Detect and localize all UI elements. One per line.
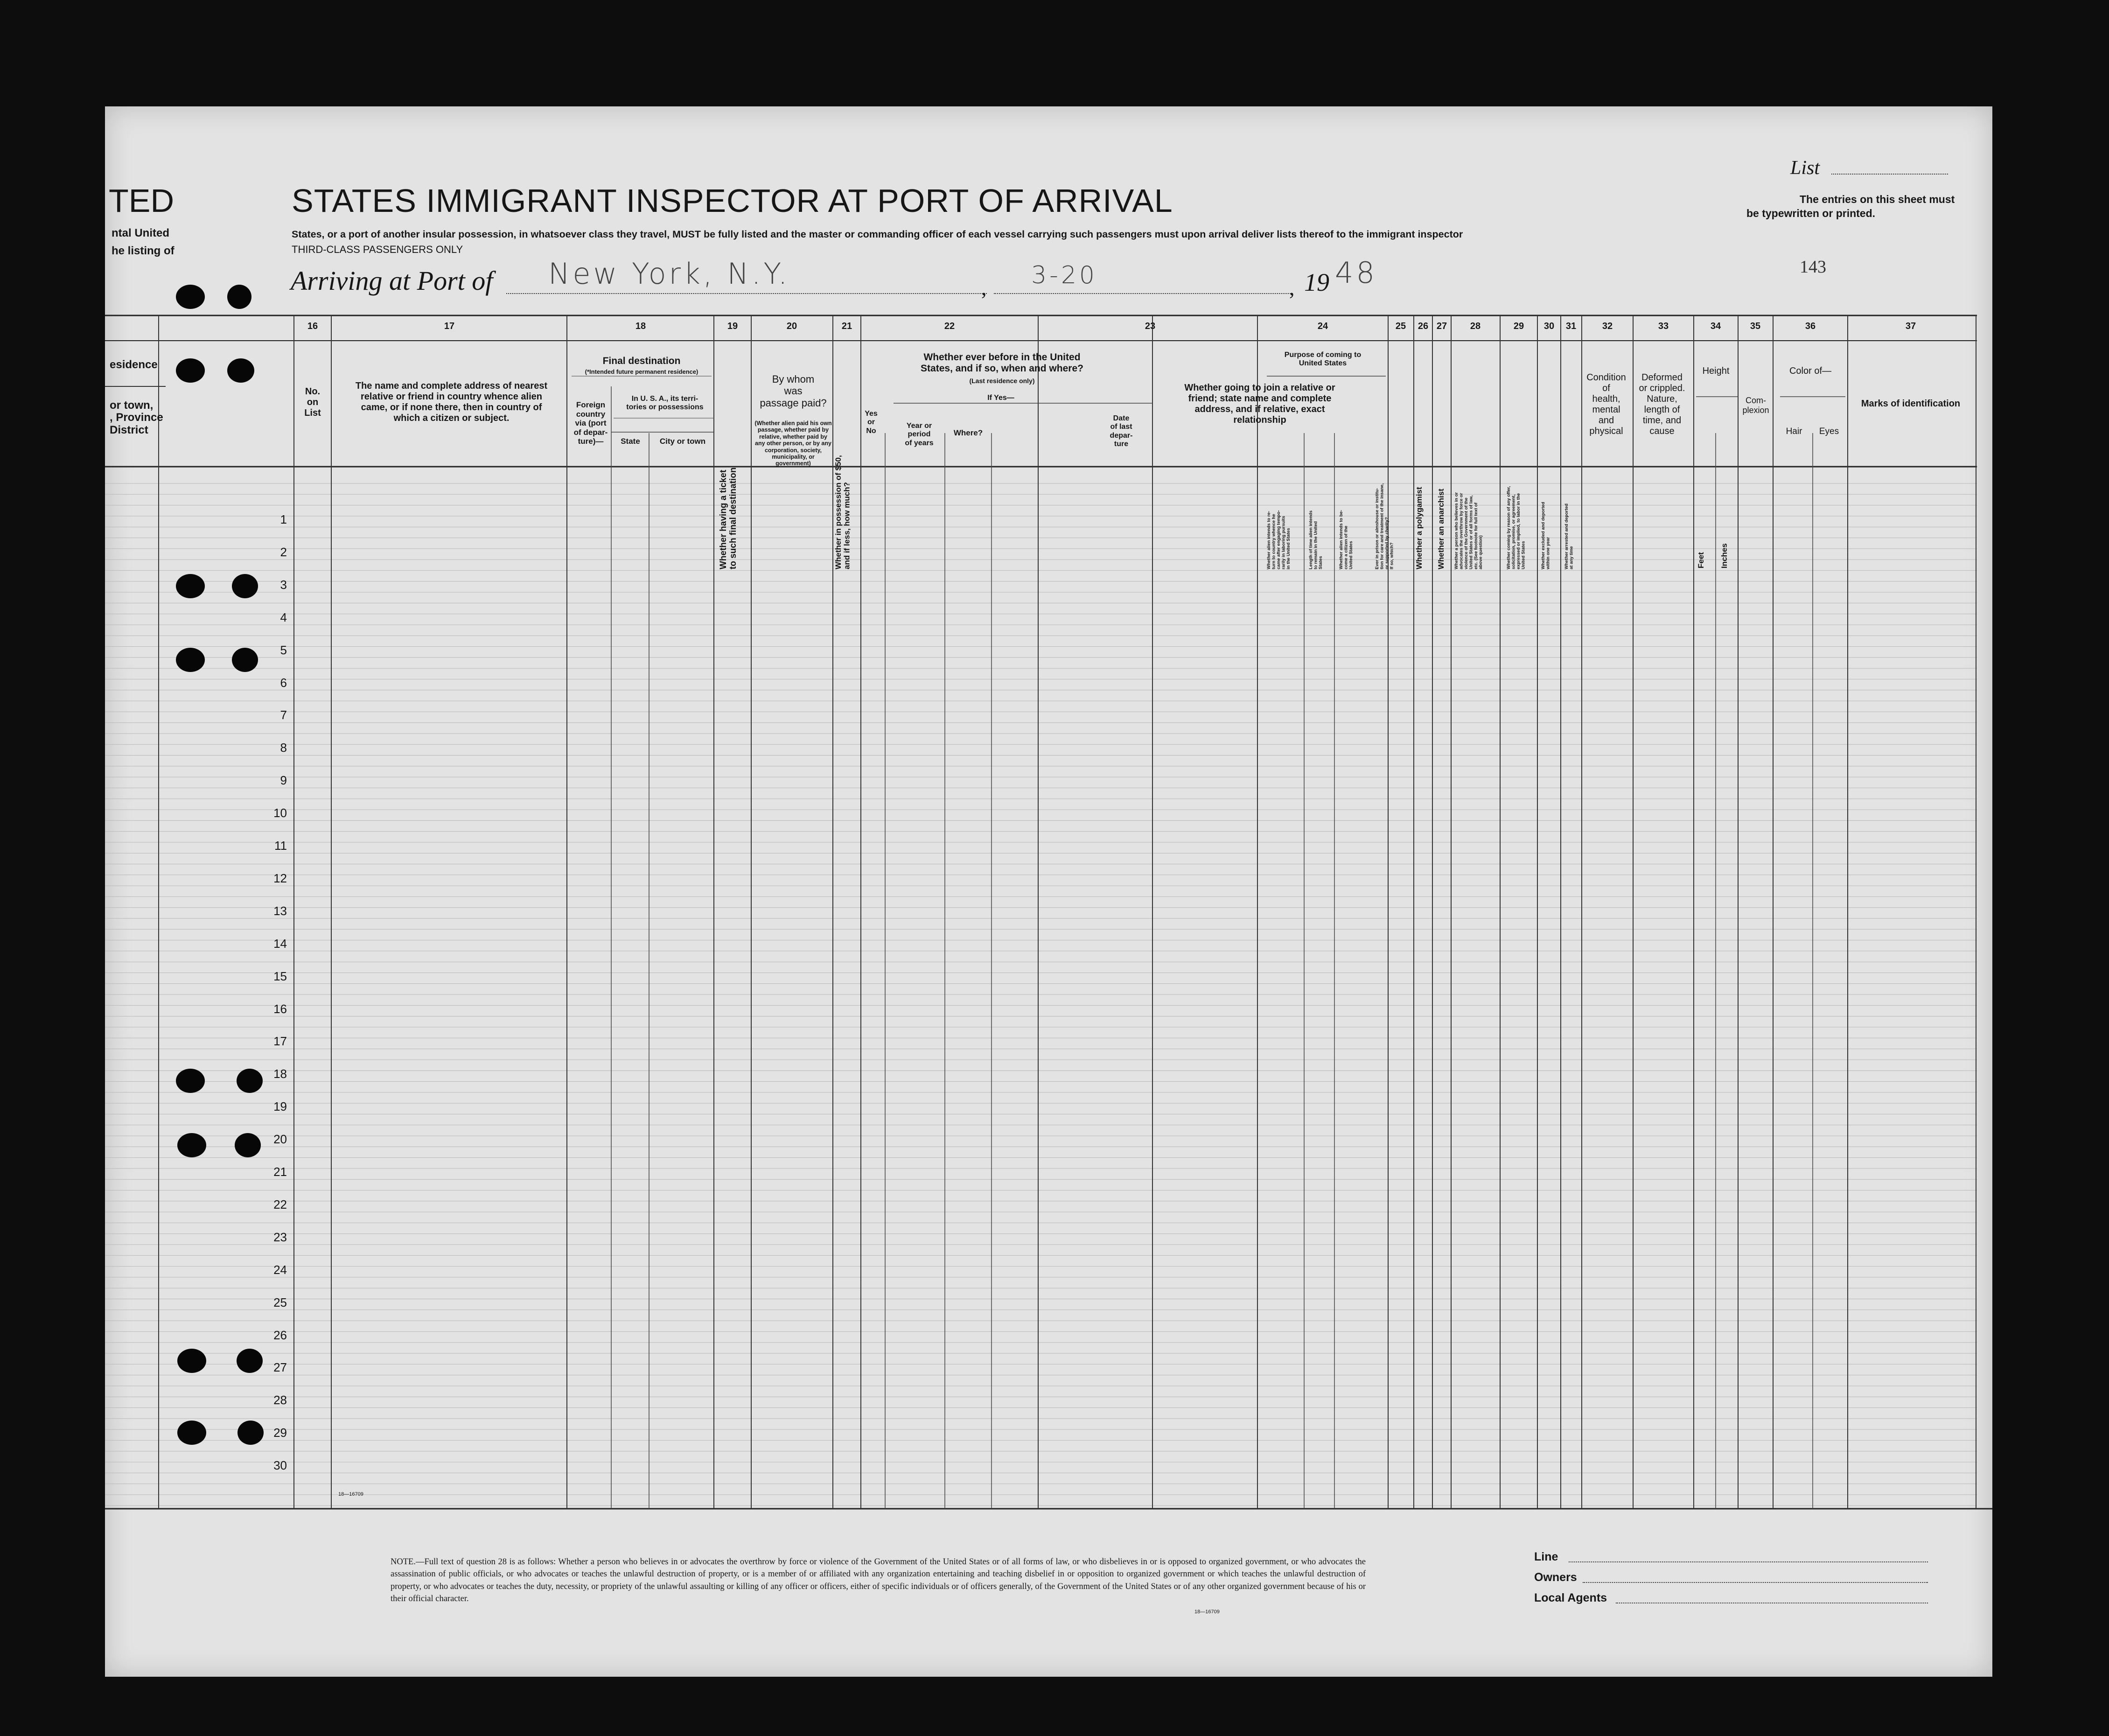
col34-title: Height — [1702, 366, 1730, 376]
row-number: 29 — [273, 1426, 287, 1440]
punch-hole — [177, 1133, 206, 1157]
col18-foreign: Foreign country via (port of depar- ture)— — [573, 400, 608, 446]
row-number: 19 — [273, 1099, 287, 1114]
punch-hole — [176, 285, 205, 309]
punch-hole — [176, 358, 205, 383]
form-subtitle: States, or a port of another insular possession, in whatsoever class they travel, MUST be fully listed and the master or commanding officer of each vessel carrying such passengers must upon arrival deliver lists thereof to the immigrant inspector — [292, 229, 1463, 240]
col29-header: Whether coming by reason of any offer, solicitation, promise, or agreement, expressed or implied, to labor in the United States — [1506, 486, 1526, 569]
row-number: 13 — [273, 903, 287, 918]
date-handwritten: 3-20 — [1031, 261, 1098, 289]
form-grid — [105, 106, 1992, 1677]
punch-hole — [237, 1421, 264, 1445]
row-number: 6 — [280, 675, 287, 690]
punch-hole — [237, 1349, 263, 1373]
col24-c: Whether alien intends to be- come a citizen of the United States — [1339, 510, 1354, 569]
footnote: NOTE.—Full text of question 28 is as follows: Whether a person who believes in or advocates the overthrow by force or violence of the Government of the United States or of all forms of law, or who disbelieves in or is opposed to organized government, or who advocates the assassination of public officials, or who advocates or teaches the unlawful destruction of property, or is a member of or affiliated with any organization entertaining and teaching disbelief in or opposition to organized government or which teaches the unlawful destruction of property, or who advocates or teaches the duty, necessity, or propriety of the unlawful assaulting or killing of any officer or officers, either of specific individuals or of officers generally, of the Government of the United States or of any other organized government because of his or their official character. — [391, 1557, 1366, 1603]
row-number: 20 — [273, 1132, 287, 1147]
col16-header: No. on List — [304, 386, 321, 418]
date-line — [994, 293, 1292, 294]
col22-title: Whether ever before in the United States, and if so, when and where? — [921, 352, 1083, 374]
punch-hole — [227, 358, 254, 383]
line-dotline — [1569, 1561, 1928, 1562]
column-number: 36 — [1805, 321, 1816, 331]
column-number: 26 — [1418, 321, 1429, 331]
punch-hole — [176, 574, 205, 598]
column-number: 18 — [635, 321, 646, 331]
punch-hole — [237, 1069, 263, 1093]
col20-header: By whom was passage paid? — [760, 373, 827, 409]
owners-dotline — [1583, 1582, 1928, 1583]
col30-header: Whether excluded and deported within one year — [1541, 502, 1551, 569]
column-number: 16 — [307, 321, 318, 331]
punch-hole — [177, 1421, 206, 1445]
row-number: 25 — [273, 1295, 287, 1309]
row-number: 10 — [273, 806, 287, 820]
col24-title: Purpose of coming to United States — [1284, 351, 1362, 368]
line-label: Line — [1534, 1550, 1558, 1563]
column-number: 22 — [944, 321, 955, 331]
list-note: be typewritten or printed. — [1746, 207, 1876, 219]
row-number: 17 — [273, 1034, 287, 1049]
row-number: 14 — [273, 936, 287, 951]
form-title: STATES IMMIGRANT INSPECTOR AT PORT OF ARRIVAL — [292, 182, 1173, 219]
column-number: 21 — [841, 321, 852, 331]
left-edge-line: ntal United — [112, 227, 169, 239]
col19-header: Whether having a ticket to such final destination — [719, 467, 738, 569]
column-number: 29 — [1513, 321, 1524, 331]
col21-header: Whether in possession of $50, and if less, how much? — [834, 455, 852, 569]
page-number: 143 — [1800, 257, 1826, 277]
row-number: 28 — [273, 1393, 287, 1407]
year-handwritten: 48 — [1335, 256, 1377, 290]
manifest-sheet — [105, 106, 1992, 1677]
col22-period: Year or period of years — [905, 422, 934, 447]
row-number: 23 — [273, 1230, 287, 1244]
row-number: 21 — [273, 1165, 287, 1179]
col23-header: Whether going to join a relative or friend; state name and complete address, and if relative, exact relationship — [1184, 383, 1335, 425]
row-number: 8 — [280, 741, 287, 755]
punch-hole — [232, 648, 258, 672]
column-number: 30 — [1543, 321, 1555, 331]
col28-header: Whether a person who believes in or advocates the overthrow by force or violence of the Government of the United States or of all forms of law, etc. (See footnote for full text of above question) — [1454, 492, 1484, 569]
column-number: 33 — [1658, 321, 1669, 331]
row-number: 3 — [280, 577, 287, 592]
row-number: 15 — [273, 969, 287, 983]
col18-us: In U. S. A., its terri- tories or possessions — [626, 395, 704, 412]
col22-date: Date of last depar- ture — [1110, 414, 1133, 448]
col18-city: City or town — [659, 437, 706, 446]
column-number: 31 — [1565, 321, 1577, 331]
col18-sub: (*Intended future permanent residence) — [585, 368, 698, 375]
row-number: 12 — [273, 871, 287, 885]
row-number: 4 — [280, 610, 287, 624]
row-number: 1 — [280, 512, 287, 526]
col18-state: State — [621, 437, 640, 446]
col18-title: Final destination — [602, 356, 681, 366]
col36-hair: Hair — [1786, 427, 1802, 436]
column-number: 27 — [1436, 321, 1447, 331]
list-note: The entries on this sheet must — [1800, 193, 1955, 205]
col34-inches: Inches — [1720, 543, 1729, 568]
column-number: 35 — [1750, 321, 1761, 331]
col34-feet: Feet — [1697, 552, 1705, 568]
column-number: 32 — [1602, 321, 1613, 331]
col35-header: Com- plexion — [1742, 396, 1769, 415]
row-number: 24 — [273, 1262, 287, 1277]
year-prefix: 19 — [1304, 268, 1329, 296]
col24-a: Whether alien intends to re- turn to country whence he came after engaging tempo- rarily in laboring pursuits in the United States — [1266, 510, 1291, 569]
punch-hole — [235, 1133, 261, 1157]
column-number: 37 — [1905, 321, 1916, 331]
column-number: 24 — [1317, 321, 1328, 331]
col27-header: Whether an anarchist — [1437, 489, 1446, 569]
column-number: 20 — [786, 321, 797, 331]
col36-title: Color of— — [1789, 366, 1832, 376]
comma: , — [981, 276, 987, 300]
col22-yesno: Yes or No — [865, 410, 878, 435]
left-edge-title: TED — [109, 182, 174, 219]
row-number: 2 — [280, 545, 287, 559]
column-number: 28 — [1470, 321, 1481, 331]
residence-label: esidence — [110, 358, 158, 371]
row-number: 27 — [273, 1360, 287, 1375]
punch-hole — [176, 1069, 205, 1093]
column-number: 23 — [1145, 321, 1156, 331]
col31-header: Whether arrested and deported at any time — [1564, 504, 1574, 569]
port-handwritten: New York, N.Y. — [548, 257, 790, 291]
col24-b: Length of time alien intends to remain in the United States — [1308, 510, 1323, 569]
col22-sub: (Last residence only) — [969, 377, 1035, 385]
col33-header: Deformed or crippled. Nature, length of time, and cause — [1639, 372, 1685, 436]
row-number: 30 — [273, 1458, 287, 1473]
footer-code: 18—16709 — [1194, 1609, 1220, 1615]
row-number: 9 — [280, 773, 287, 788]
left-edge-line: he listing of — [112, 245, 175, 257]
col36-eyes: Eyes — [1819, 427, 1839, 436]
col22-ifyes: If Yes— — [987, 394, 1014, 402]
col20-note: (Whether alien paid his own passage, whether paid by relative, whether paid by any other person, or by any corporation, society, municipality, or government) — [754, 420, 832, 467]
arriving-label: Arriving at Port of — [291, 266, 493, 296]
punch-hole — [227, 285, 251, 309]
col37-header: Marks of identification — [1861, 399, 1961, 409]
list-label: List — [1790, 157, 1820, 179]
row-number: 18 — [273, 1067, 287, 1081]
col17-header: The name and complete address of nearest relative or friend in country whence alien came, or if none there, then in country of which a citizen or subject. — [355, 381, 548, 423]
punch-hole — [232, 574, 258, 598]
row-number: 22 — [273, 1197, 287, 1211]
list-line — [1831, 174, 1948, 175]
agents-label: Local Agents — [1534, 1591, 1607, 1604]
town-label: or town, , Province District — [110, 399, 163, 436]
row-number: 7 — [280, 708, 287, 722]
column-number: 19 — [727, 321, 738, 331]
port-line — [506, 293, 987, 294]
column-number: 17 — [444, 321, 455, 331]
row-number: 16 — [273, 1001, 287, 1016]
col32-header: Condition of health, mental and physical — [1586, 372, 1626, 436]
owners-label: Owners — [1534, 1571, 1577, 1584]
form-code: 18—16709 — [338, 1491, 363, 1497]
row-number: 26 — [273, 1328, 287, 1342]
punch-hole — [176, 648, 205, 672]
comma: , — [1289, 276, 1295, 300]
col25-header: Ever in prison or almshouse or institu- tion for care and treatment of the insane, or supported by charity? If so, which? — [1375, 483, 1395, 569]
punch-hole — [177, 1349, 206, 1373]
row-number: 5 — [280, 643, 287, 657]
class-line: THIRD-CLASS PASSENGERS ONLY — [292, 244, 463, 255]
col22-where: Where? — [953, 428, 983, 437]
column-number: 25 — [1395, 321, 1406, 331]
column-number: 34 — [1710, 321, 1721, 331]
col26-header: Whether a polygamist — [1415, 487, 1424, 569]
row-number: 11 — [274, 839, 287, 853]
